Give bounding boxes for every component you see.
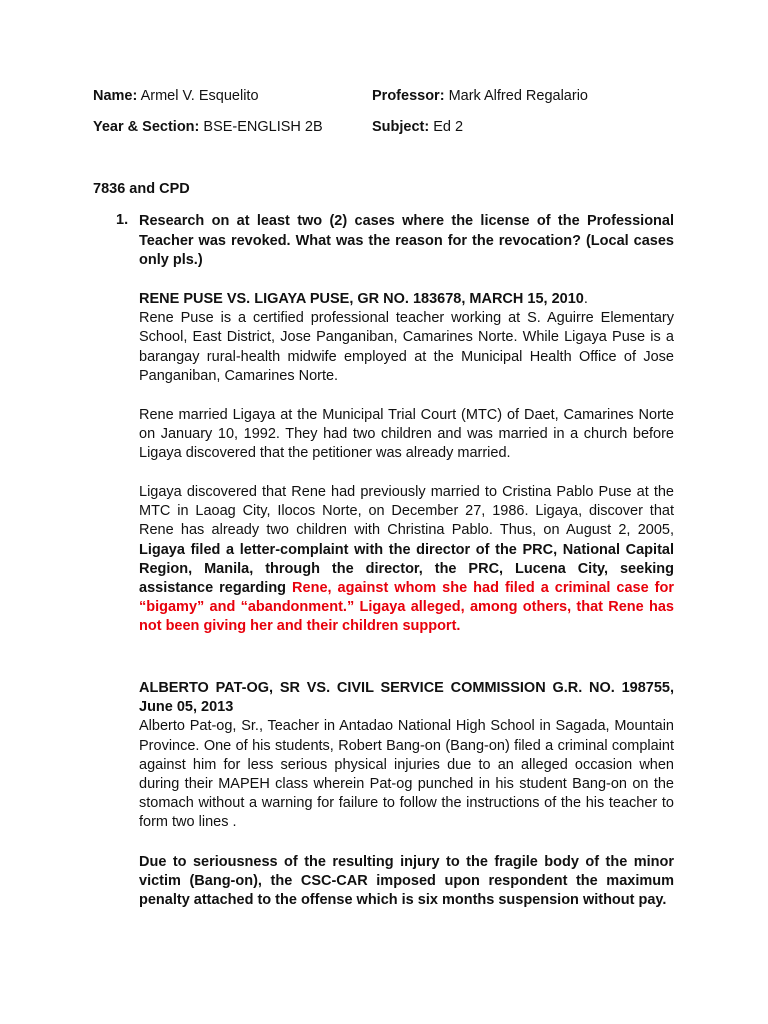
section-label: Year & Section: bbox=[93, 119, 200, 135]
case2-para2: Due to seriousness of the resulting injury to the fragile body of the minor victim (Bang-on), the CSC-CAR imposed upon respondent the maximum penalty attached to the offense which is six months suspension without pay. bbox=[139, 854, 674, 909]
case1-para3-bold: Ligaya filed a letter-complaint with the director of the PRC, National Capital Region, Manila, through the director, the PRC, Lucena City, seeking assistance regarding bbox=[139, 541, 674, 597]
case1-para2: Rene married Ligaya at the Municipal Trial Court (MTC) of Daet, Camarines Norte on January 10, 1992. They had two children and was married in a church before Ligaya discovered that the petitioner was already married. bbox=[139, 407, 674, 462]
case2-block bbox=[139, 679, 674, 833]
professor-label: Professor: bbox=[372, 88, 445, 104]
case1-para1: Rene Puse is a certified professional teacher working at S. Aguirre Elementary School, East District, Jose Panganiban, Camarines Norte. While Ligaya Puse is a barangay rural-health midwife employed at the Municipal Health Office of Jose Panganiban, Camarines Norte. bbox=[139, 310, 674, 384]
case1-para3 bbox=[139, 483, 674, 637]
subject-value: Ed 2 bbox=[433, 119, 464, 135]
case1-title-line bbox=[139, 290, 674, 309]
subject-label: Subject: bbox=[372, 119, 430, 135]
name-field bbox=[93, 88, 259, 104]
section-heading: 7836 and CPD bbox=[93, 181, 190, 197]
case1-block bbox=[139, 290, 674, 386]
case1-para3-plain: Ligaya discovered that Rene had previously married to Cristina Pablo Puse at the MTC in Laoag City, Ilocos Norte, on December 27, 1986. Ligaya, discover that Rene has already two children with Christina Pablo. Thus, on August 2, 2005, bbox=[139, 484, 674, 539]
case2-para1: Alberto Pat-og, Sr., Teacher in Antadao National High School in Sagada, Mountain Province. One of his students, Robert Bang-on (Bang-on) filed a criminal complaint against him for less serious physical injuries due to an alleged occasion when during their MAPEH class wherein Pat-og punched in his student Bang-on on the stomach without a warning for failure to follow the instructions of the his teacher to form two lines . bbox=[139, 718, 674, 831]
section-value: BSE-ENGLISH 2B bbox=[203, 119, 323, 135]
subject-field bbox=[372, 119, 463, 135]
case1-para3-red: Rene, against whom she had filed a criminal case for “bigamy” and “abandonment.” Ligaya alleged, among others, that Rene has not been giving her and their children support. bbox=[139, 580, 674, 635]
professor-value: Mark Alfred Regalario bbox=[448, 88, 588, 104]
name-value: Armel V. Esquelito bbox=[140, 88, 259, 104]
name-label: Name: bbox=[93, 88, 138, 104]
case2-title: ALBERTO PAT-OG, SR VS. CIVIL SERVICE COMMISSION G.R. NO. 198755, June 05, 2013 bbox=[139, 680, 674, 716]
professor-field bbox=[372, 88, 588, 104]
question-text: Research on at least two (2) cases where the license of the Professional Teacher was revoked. What was the reason for the revocation? (Local cases only pls.) bbox=[139, 213, 674, 268]
case1-title-end: . bbox=[583, 291, 588, 307]
section-field bbox=[93, 119, 323, 135]
case1-title: RENE PUSE VS. LIGAYA PUSE, GR NO. 183678, MARCH 15, 2010 bbox=[139, 291, 584, 307]
question-number: 1. bbox=[116, 212, 129, 228]
